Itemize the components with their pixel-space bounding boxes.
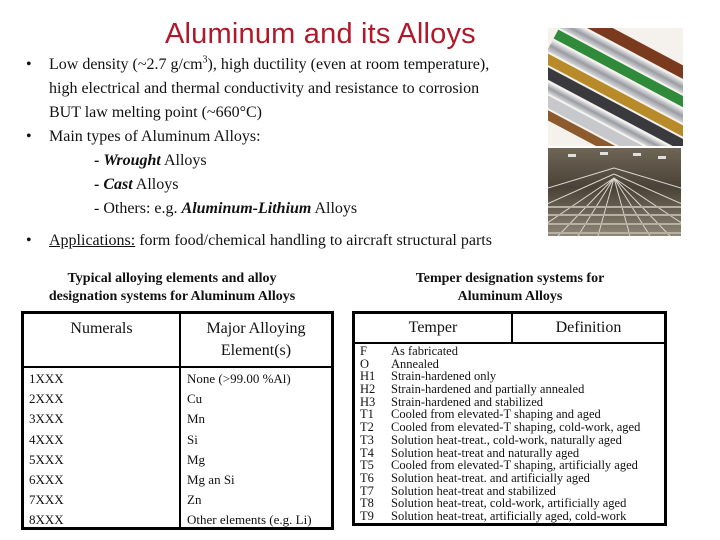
right-table-caption [360, 270, 660, 306]
row-code: T8 [360, 496, 374, 511]
row-code: T6 [360, 470, 374, 485]
table-row [355, 510, 664, 523]
alloys-label: Alloys [311, 200, 358, 217]
wrought-label: Wrought [103, 152, 161, 169]
row-description: Mg an Si [187, 471, 235, 487]
alloy-designation-table [21, 311, 334, 530]
table-row [24, 450, 331, 470]
table-row [355, 421, 664, 434]
table-row [24, 470, 331, 490]
table-header [355, 314, 664, 344]
header-definition: Definition [555, 319, 622, 336]
bullet-properties-line1 [49, 53, 534, 77]
row-code: F [360, 344, 367, 358]
factory-hall-image [548, 148, 681, 236]
sub-item-others [24, 197, 534, 221]
row-description: Other elements (e.g. Li) [187, 512, 312, 528]
row-code: H2 [360, 382, 376, 397]
bullet-types-text: Main types of Aluminum Alloys: [49, 128, 261, 145]
alloys-label: Alloys [132, 176, 179, 193]
row-description: Mn [187, 411, 206, 427]
row-description: As fabricated [391, 344, 458, 358]
applications-text: form food/chemical handling to aircraft structural parts [135, 232, 492, 249]
aluminum-profiles-graphic [548, 28, 683, 146]
bullet-dot: • [26, 128, 32, 145]
caption-line: Aluminum Alloys [457, 289, 563, 304]
row-description: Cooled from elevated-T shaping, artificially aged [391, 458, 638, 473]
table-body [24, 369, 331, 531]
row-description: Annealed [391, 356, 439, 371]
sub-item-wrought [24, 149, 534, 173]
table-body [355, 345, 664, 523]
dash: - [94, 176, 104, 193]
bullet-list [24, 53, 534, 253]
row-description: Zn [187, 492, 202, 508]
row-code: 3XXX [29, 411, 64, 427]
row-description: Cu [187, 391, 203, 407]
header-major-alloying: Major Alloying Element(s) [206, 320, 306, 359]
table-row [24, 510, 331, 530]
table-row [24, 409, 331, 429]
row-description: Strain-hardened and partially annealed [391, 382, 585, 397]
al-li-label: Aluminum-Lithium [181, 200, 312, 217]
row-code: T2 [360, 420, 374, 435]
row-code: T7 [360, 483, 374, 498]
caption-line: Temper designation systems for [415, 271, 605, 286]
row-code: T1 [360, 407, 374, 422]
row-code: 2XXX [29, 391, 64, 407]
row-code: T4 [360, 445, 374, 460]
bullet-properties-line3: BUT law melting point (~660°C) [49, 104, 262, 121]
row-description: None (>99.00 %Al) [187, 371, 291, 386]
bullet-properties [24, 53, 534, 125]
table-row [355, 434, 664, 447]
row-code: T3 [360, 432, 374, 447]
others-prefix: - Others: e.g. [94, 200, 182, 217]
table-row [355, 472, 664, 485]
row-code: H1 [360, 369, 376, 384]
row-code: T9 [360, 508, 374, 523]
bullet-dot: • [26, 232, 32, 249]
row-code: 6XXX [29, 471, 64, 487]
header-numerals: Numerals [70, 320, 133, 337]
bullet-applications [24, 229, 534, 253]
row-description: Solution heat-treat, artificially aged, cold-work [391, 508, 627, 523]
dash: - [94, 152, 104, 169]
sub-item-cast [24, 173, 534, 197]
row-description: Strain-hardened only [391, 369, 497, 384]
header-temper: Temper [408, 319, 458, 336]
caption-line: designation systems for Aluminum Alloys [48, 289, 296, 304]
superscript-3: 3 [202, 54, 208, 66]
text-density: Low density (~2.7 g/cm [49, 56, 203, 73]
row-description: Strain-hardened and stabilized [391, 394, 544, 409]
temper-designation-table [352, 311, 667, 526]
row-description: Solution heat-treat and naturally aged [391, 445, 580, 460]
table-header [24, 314, 331, 368]
slide-title: Aluminum and its Alloys [165, 18, 476, 50]
row-code: 7XXX [29, 492, 64, 508]
row-code: O [360, 356, 370, 371]
row-description: Mg [187, 451, 206, 467]
row-code: H3 [360, 394, 376, 409]
text-ductility: ), high ductility (even at room temperature), [207, 56, 490, 73]
table-row [24, 430, 331, 450]
row-description: Solution heat-treat., cold-work, naturally aged [391, 432, 622, 447]
factory-hall-graphic [548, 148, 681, 236]
table-row [355, 345, 664, 358]
row-code: T5 [360, 458, 374, 473]
row-description: Solution heat-treat. and artificially aged [391, 470, 590, 485]
table-row [355, 383, 664, 396]
table-row [24, 369, 331, 389]
alloys-label: Alloys [160, 152, 207, 169]
applications-link[interactable]: Applications: [49, 232, 136, 249]
left-table-caption [22, 270, 322, 306]
table-row [24, 490, 331, 510]
row-description: Solution heat-treat, cold-work, artificially aged [391, 496, 627, 511]
row-description: Cooled from elevated-T shaping, cold-work, aged [391, 420, 641, 435]
bullet-types [24, 125, 534, 149]
row-description: Cooled from elevated-T shaping and aged [391, 407, 601, 422]
row-code: 5XXX [29, 451, 64, 467]
row-code: 4XXX [29, 431, 64, 447]
row-description: Solution heat-treat and stabilized [391, 483, 556, 498]
bullet-properties-line2: high electrical and thermal conductivity and resistance to corrosion [49, 80, 480, 97]
row-code: 1XXX [29, 371, 64, 386]
aluminum-profiles-image [548, 28, 683, 146]
bullet-dot: • [26, 56, 32, 73]
table-row [24, 389, 331, 409]
cast-label: Cast [103, 176, 133, 193]
caption-line: Typical alloying elements and alloy [67, 271, 277, 286]
table-row [355, 459, 664, 472]
row-description: Si [187, 431, 198, 447]
row-code: 8XXX [29, 512, 64, 528]
